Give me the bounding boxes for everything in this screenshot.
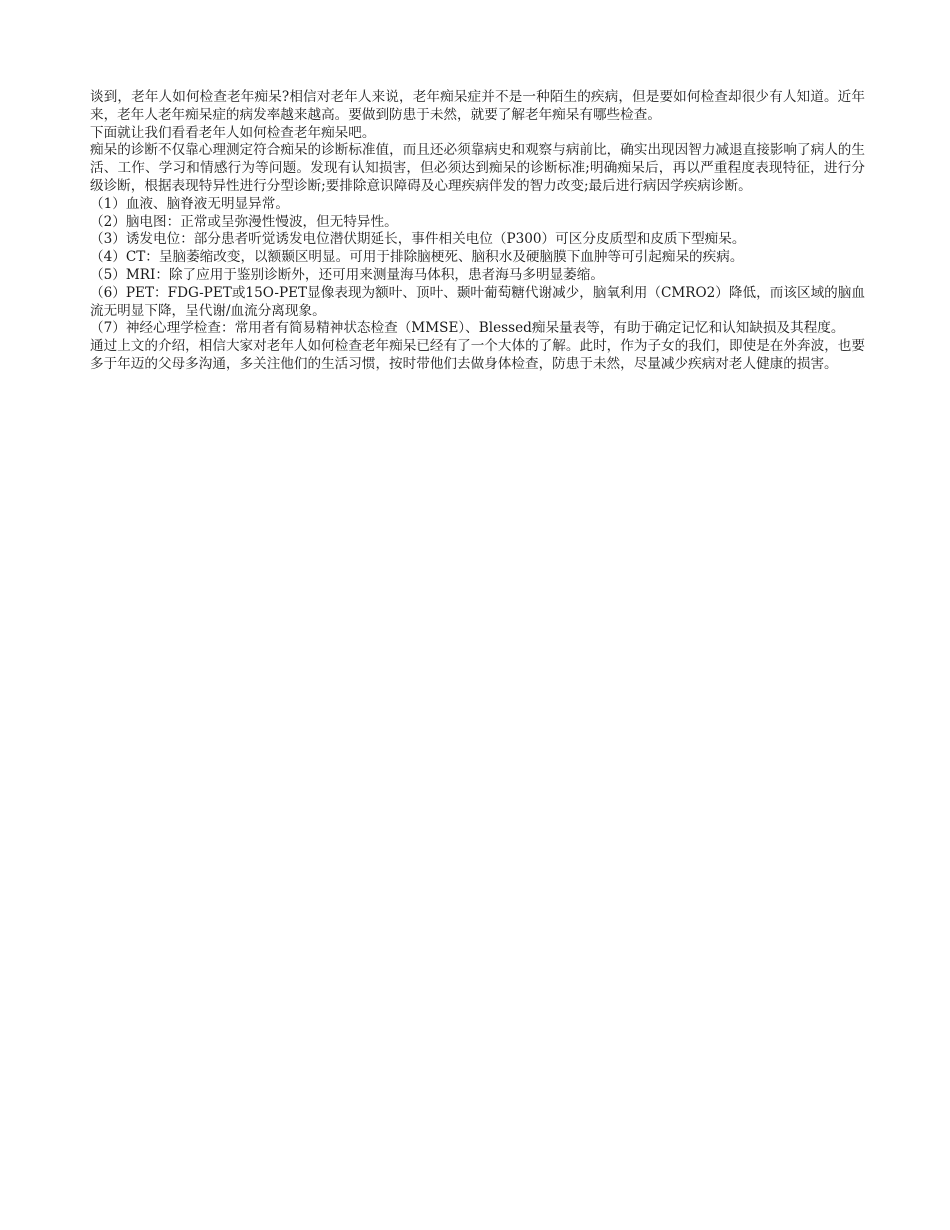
conclusion-paragraph: 通过上文的介绍，相信大家对老年人如何检查老年痴呆已经有了一个大体的了解。此时，作为子女的我们，即使是在外奔波，也要多于年迈的父母多沟通，多关注他们的生活习惯，按时带他们去做身体检查，防患于未然，尽量减少疾病对老人健康的损害。 [90, 338, 865, 372]
exam-item-mri: （5）MRI：除了应用于鉴别诊断外，还可用来测量海马体积，患者海马多明显萎缩。 [90, 266, 604, 283]
exam-item-ct: （4）CT：呈脑萎缩改变，以额颞区明显。可用于排除脑梗死、脑积水及硬脑膜下血肿等可引起痴呆的疾病。 [90, 249, 744, 266]
exam-item-neuropsych: （7）神经心理学检查：常用者有简易精神状态检查（MMSE）、Blessed痴呆量表等，有助于确定记忆和认知缺损及其程度。 [90, 320, 845, 337]
intro-transition-paragraph: 下面就让我们看看老年人如何检查老年痴呆吧。 [90, 124, 376, 141]
document-body [90, 89, 865, 374]
intro-paragraph: 谈到，老年人如何检查老年痴呆?相信对老年人来说，老年痴呆症并不是一种陌生的疾病，但是要如何检查却很少有人知道。近年来，老年人老年痴呆症的病发率越来越高。要做到防患于未然，就要了解老年痴呆有哪些检查。 [90, 89, 865, 123]
exam-item-evoked-potential: （3）诱发电位：部分患者听觉诱发电位潜伏期延长，事件相关电位（P300）可区分皮质型和皮质下型痴呆。 [90, 231, 746, 248]
exam-item-pet: （6）PET：FDG-PET或15O-PET显像表现为额叶、顶叶、颞叶葡萄糖代谢减少，脑氧利用（CMRO2）降低，而该区域的脑血流无明显下降，呈代谢/血流分离现象。 [90, 284, 865, 319]
diagnosis-paragraph: 痴呆的诊断不仅靠心理测定符合痴呆的诊断标准值，而且还必须靠病史和观察与病前比，确实出现因智力减退直接影响了病人的生活、工作、学习和情感行为等问题。发现有认知损害，但必须达到痴呆的诊断标准;明确痴呆后，再以严重程度表现特征，进行分级诊断，根据表现特异性进行分型诊断;要排除意识障碍及心理疾病伴发的智力改变;最后进行病因学疾病诊断。 [90, 142, 865, 194]
exam-item-eeg: （2）脑电图：正常或呈弥漫性慢波，但无特异性。 [90, 213, 398, 230]
exam-item-blood: （1）血液、脑脊液无明显异常。 [90, 195, 289, 212]
